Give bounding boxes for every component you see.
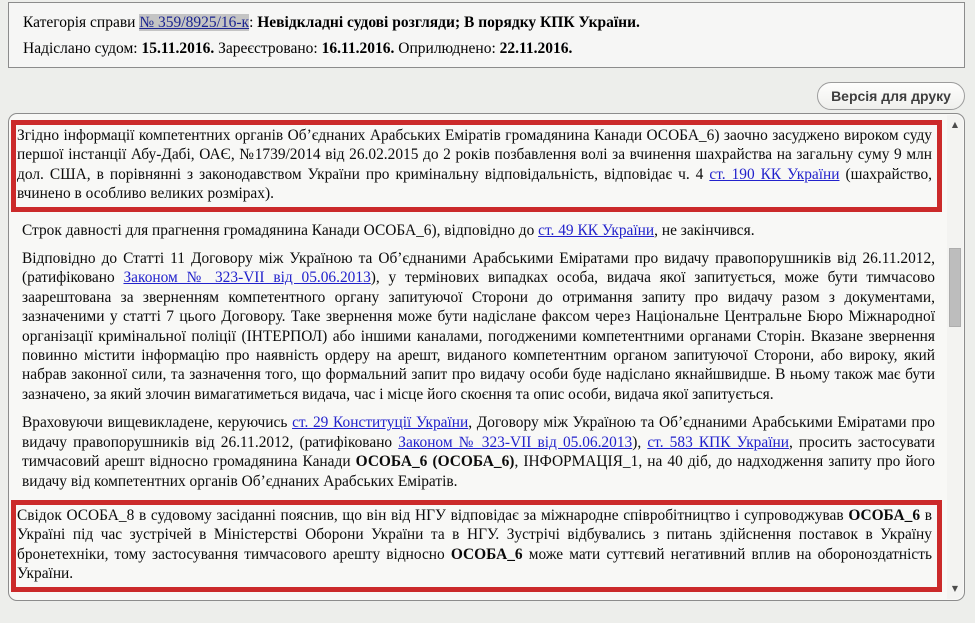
vertical-scrollbar[interactable] (947, 115, 963, 599)
registered-date: 16.11.2016. (321, 40, 395, 57)
text-run: може мати суттєвий негативний вплив на обороноздатність України. (17, 545, 932, 583)
law-reference-link[interactable]: ст. 49 КК України (538, 221, 655, 239)
document-text (9, 114, 947, 600)
case-number-link[interactable]: № 359/8925/16-к (139, 14, 250, 31)
text-run: Відповідно до Статті 11 Договору між Україною та Об’єднаними Арабськими Еміратами про видачу правопорушників від 26.11.2012, (ратифіковано (22, 250, 935, 287)
scroll-down-icon[interactable]: ▼ (951, 584, 959, 593)
text-run: Строк давності для прагнення громадянина Канади ОСОБА_6), відповідно до (22, 221, 539, 239)
highlighted-paragraph-5 (11, 500, 942, 592)
law-reference-link[interactable]: ст. 190 КК України (709, 165, 840, 183)
published-date: 22.11.2016. (499, 40, 573, 57)
case-dates-line (23, 40, 950, 58)
law-reference-link[interactable]: ст. 583 КПК України (647, 433, 789, 451)
text-run: в Україні під час зустрічей в Міністерстві Оборони України та в НГУ. Зустрічі відбувались з питань здійснення поставок в Україну бронетехніки, тому застосування тимчасового арешту відносно (17, 506, 932, 563)
text-run: , просить застосувати тимчасовий арешт відносно громадянина Канади (22, 433, 935, 471)
paragraph-4 (22, 413, 935, 491)
paragraph-3 (22, 249, 935, 404)
category-label: Категорія справи (23, 14, 140, 31)
sent-label: Надіслано судом: (23, 40, 142, 57)
text-run: Враховуючи вищевикладене, керуючись (22, 414, 293, 432)
registered-label: Зареєстровано: (214, 40, 322, 57)
scroll-up-icon[interactable]: ▲ (951, 120, 959, 129)
law-reference-link[interactable]: ст. 29 Конституції України (292, 414, 469, 432)
category-value: Невідкладні судові розгляди; В порядку КПК України. (257, 14, 640, 31)
scrollbar-thumb[interactable] (949, 248, 961, 327)
person-reference: ОСОБА_6 (450, 545, 523, 563)
case-category-line (23, 14, 950, 32)
sent-date: 15.11.2016. (141, 40, 215, 57)
highlighted-paragraph-1 (11, 120, 942, 212)
text-run: ), у термінових випадках особа, видача якої запитується, може бути тимчасово заарештована за зверненням компетентного органу запитуючої Сторони до отримання запиту про видачу разом з документами, зазначеними у статті 7 цього Договору. Таке звернення може бути надіслане факсом через Національне Центральне Бюро Міжнародної організації кримінальної поліції (ІНТЕРПОЛ) або іншими каналами, погодженими компетентними органами Сторін. Вказане звернення повинно містити інформацію про наявність ордеру на арешт, виданого компетентним органом запитуючої Сторони, або вироку, який набрав законної сили, та зазначення того, що формальний запит про видачу особи буде надіслано якнайшвидше. В ньому також має бути зазначено, за який злочин вимагатиметься видача, час і місце його скоєння та опис особи, видача якої запитується. (22, 269, 936, 403)
text-run: Згідно інформації компетентних органів Об’єднаних Арабських Еміратів громадянина Канади ОСОБА_6) заочно засуджено вироком суду першої інстанції Абу-Дабі, ОАЄ, №1739/2014 від 26.02.2015 до 2 років позбавлення волі за вчинення шахрайства на загальну суму 9 млн дол. США, в порівнянні з законодавством України про кримінальну відповідальність, відповідає ч. 4 (17, 127, 932, 183)
text-run: Свідок ОСОБА_8 в судовому засіданні пояснив, що він від НГУ відповідає за міжнародне співробітництво і супроводжував (17, 506, 849, 524)
person-reference: ОСОБА_6 (ОСОБА_6) (355, 453, 515, 471)
person-reference: ОСОБА_6 (848, 506, 921, 524)
text-run: , Договору між Україною та Об’єднаними Арабськими Еміратами про видачу правопорушників від 26.11.2012, (ратифіковано (22, 414, 935, 451)
document-viewer (8, 113, 965, 601)
colon-separator: : (249, 14, 258, 31)
text-run: , не закінчився. (654, 221, 755, 239)
print-version-button[interactable]: Версія для друку (817, 82, 965, 110)
law-reference-link[interactable]: Законом № 323-VII від 05.06.2013 (398, 433, 633, 451)
text-run: , ІНФОРМАЦІЯ_1, на 40 діб, до надходження запиту про його видачу від компетентних органів Об’єднаних Арабських Еміратів. (22, 453, 935, 490)
law-reference-link[interactable]: Законом № 323-VII від 05.06.2013 (123, 269, 371, 287)
case-header (8, 2, 965, 68)
published-label: Оприлюднено: (394, 40, 500, 57)
text-run: (шахрайство, вчинено в особливо великих розмірах). (17, 165, 932, 203)
text-run: ), (632, 433, 648, 451)
paragraph-2 (22, 221, 935, 240)
